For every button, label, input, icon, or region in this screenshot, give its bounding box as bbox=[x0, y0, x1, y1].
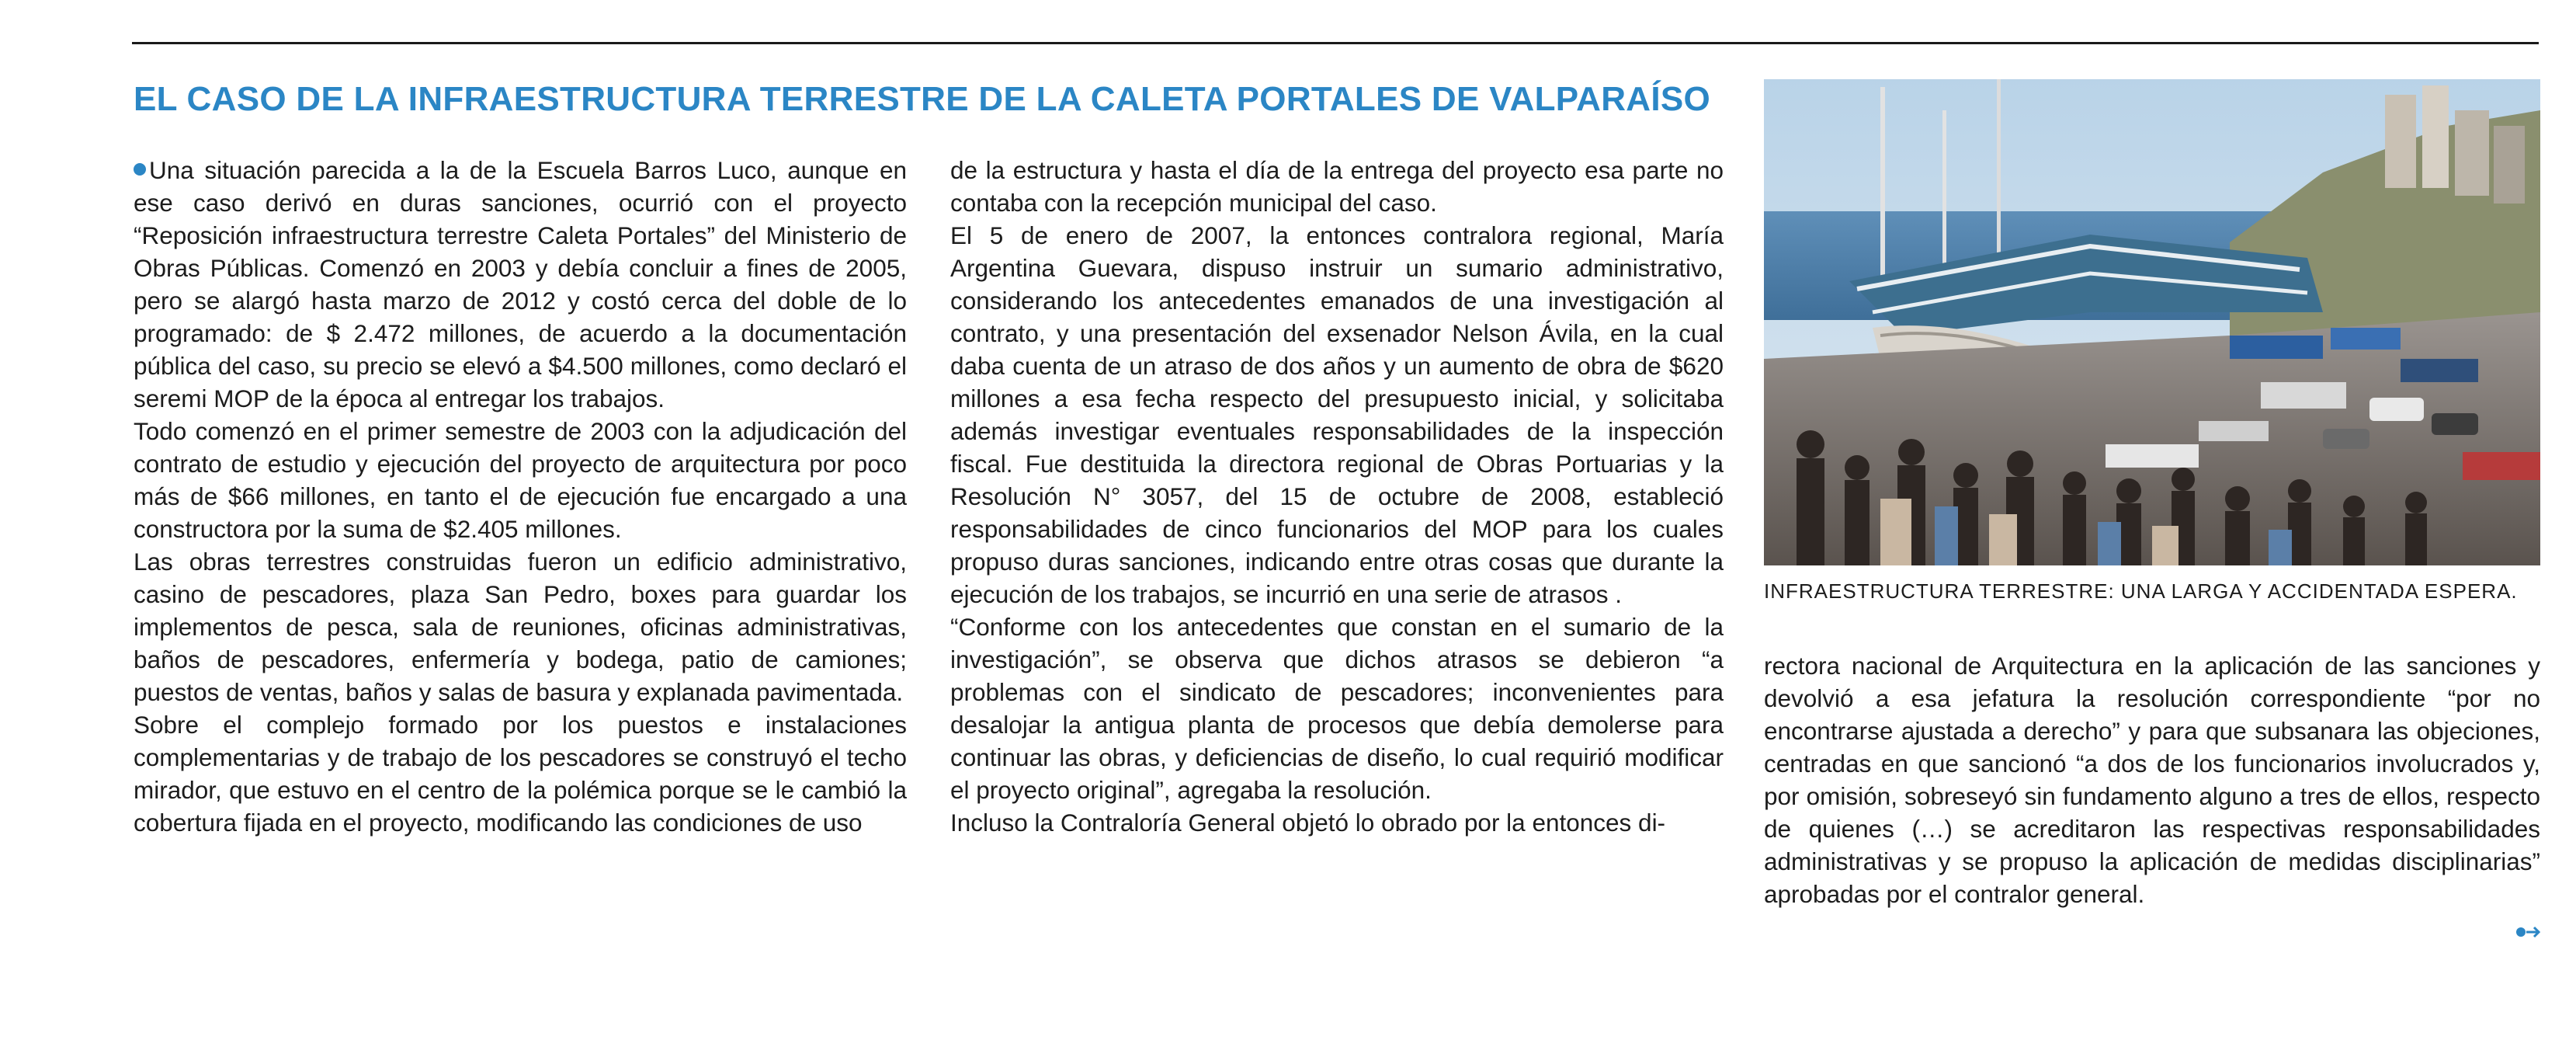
top-rule bbox=[132, 42, 2539, 44]
photo-caption: INFRAESTRUCTURA TERRESTRE: UNA LARGA Y ACCIDENTADA ESPERA. bbox=[1764, 579, 2518, 603]
paragraph: Todo comenzó en el primer semestre de 2003 con la adjudicación del contrato de estudio y ejecución del proyecto de arquitectura por poco más de $66 millones, en tanto el de ejecución fue encargado a una constructora por la suma de $2.405 millones. bbox=[134, 417, 907, 543]
end-of-article-arrow-icon bbox=[2515, 924, 2542, 940]
article-headline: EL CASO DE LA INFRAESTRUCTURA TERRESTRE DE LA CALETA PORTALES DE VALPARAÍSO bbox=[134, 80, 1711, 118]
paragraph-text: Una situación parecida a la de la Escuela Barros Luco, aunque en ese caso derivó en duras sanciones, ocurrió con el proyecto “Reposición infraestructura terrestre Caleta Portales” del Ministerio de Obras Públicas. Comenzó en 2003 y debía concluir a fines de 2005, pero se alargó hasta marzo de 2012 y costó cerca del doble de lo programado: de $ 2.472 millones, de acuerdo a la documentación pública del caso, su precio se elevó a $4.500 millones, como declaró el seremi MOP de la época al entregar los trabajos. bbox=[134, 156, 907, 412]
article-column-1 bbox=[134, 154, 907, 962]
paragraph: “Conforme con los antecedentes que constan en el sumario de la investigación”, se observa que dichos atrasos se debieron “a problemas con el sindicato de pescadores; inconvenientes para desalojar la antigua planta de procesos que debía demolerse para continuar las obras, y deficiencias de diseño, lo cual requirió modificar el proyecto original”, agregaba la resolución. bbox=[950, 613, 1724, 804]
paragraph: Sobre el complejo formado por los puestos e instalaciones complementarias y de trabajo de los pescadores se construyó el techo mirador, que estuvo en el centro de la polémica porque se le cambió la cobertura fijada en el proyecto, modificando las condiciones de uso bbox=[134, 711, 907, 837]
paragraph: de la estructura y hasta el día de la entrega del proyecto esa parte no contaba con la recepción municipal del caso. bbox=[950, 156, 1724, 217]
paragraph: Incluso la Contraloría General objetó lo obrado por la entonces di- bbox=[950, 809, 1666, 837]
bullet-dot-icon bbox=[134, 163, 146, 176]
paragraph: El 5 de enero de 2007, la entonces contralora regional, María Argentina Guevara, dispuso instruir un sumario administrativo, considerando los antecedentes emanados de una investigación al contrato, y una presentación del exsenador Nelson Ávila, en la cual daba cuenta de un atraso de dos años y un aumento de obra de $620 millones a esa fecha respecto del presupuesto inicial, y solicitaba además investigar eventuales responsabilidades de la inspección fiscal. Fue destituida la directora regional de Obras Portuarias y la Resolución N° 3057, del 15 de octubre de 2008, estableció responsabilidades de cinco funcionarios del MOP para los cuales propuso duras sanciones, indicando entre otras cosas que durante la ejecución de los trabajos, se incurrió en una serie de atrasos . bbox=[950, 221, 1724, 608]
caleta-portales-photo bbox=[1764, 79, 2540, 565]
paragraph: rectora nacional de Arquitectura en la aplicación de las sanciones y devolvió a esa jefatura la resolución correspondiente “por no encontrarse ajustada a derecho” y para que subsanara las objeciones, centradas en que sancionó “a dos de los funcionarios involucrados y, por omisión, sobreseyó sin fundamento alguno a tres de ellos, respecto de quienes (…) se acreditaron las respectivas responsabilidades administrativas y se propuso la aplicación de medidas disciplinarias” aprobadas por el contralor general. bbox=[1764, 652, 2540, 908]
article-column-3 bbox=[1764, 649, 2540, 960]
paragraph: Las obras terrestres construidas fueron un edificio administrativo, casino de pescadores, plaza San Pedro, boxes para guardar los implementos de pesca, sala de reuniones, oficinas administrativas, baños de pescadores, enfermería y bodega, patio de camiones; puestos de ventas, baños y salas de basura y explanada pavimentada. bbox=[134, 548, 907, 706]
article-photo bbox=[1764, 79, 2540, 565]
article-column-2 bbox=[950, 154, 1724, 962]
paragraph bbox=[134, 154, 907, 415]
